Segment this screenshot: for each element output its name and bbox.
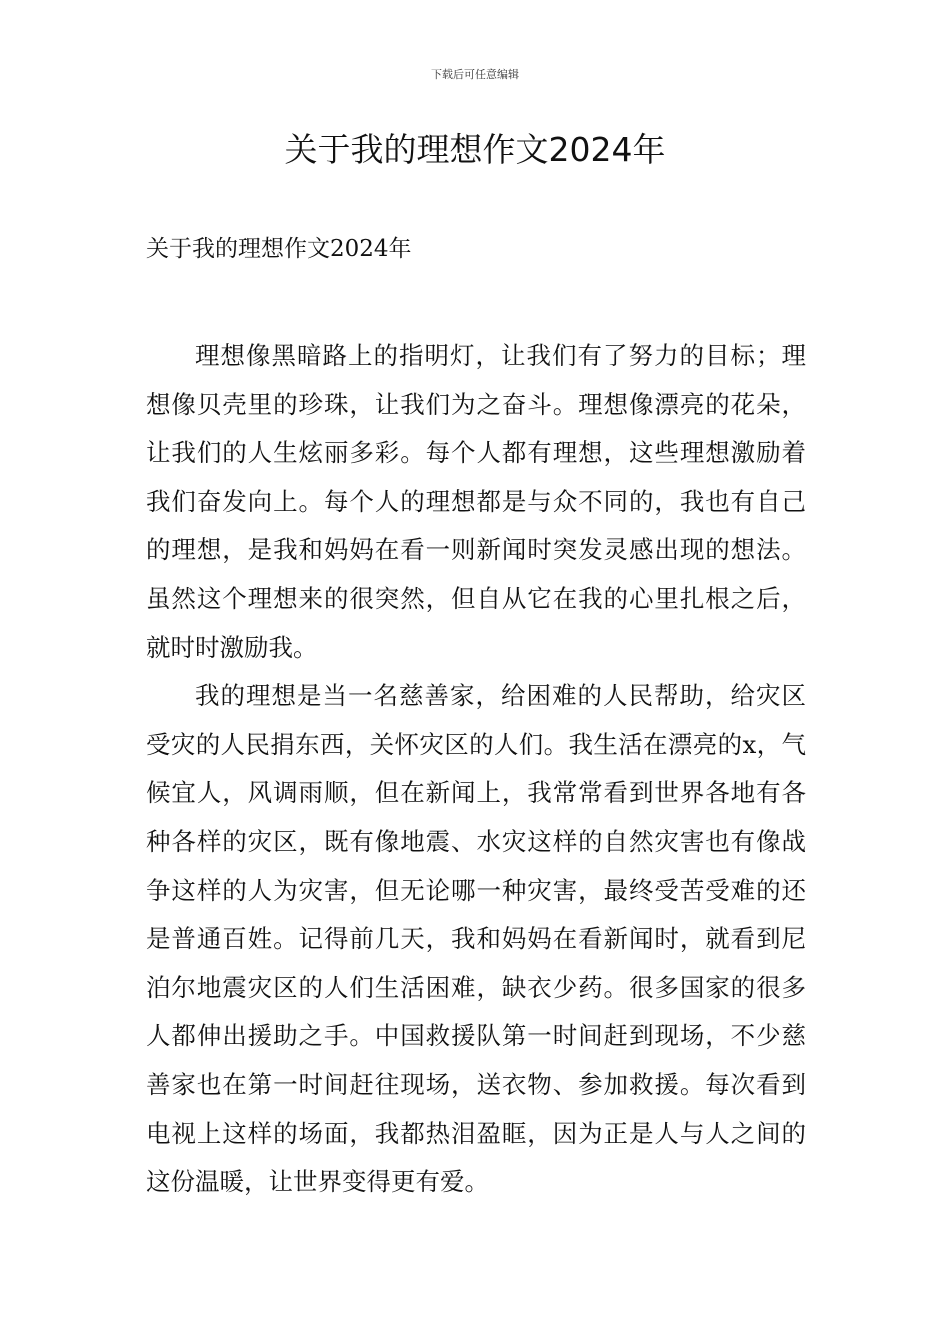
- document-subtitle: 关于我的理想作文2024年: [146, 236, 412, 262]
- document-title: 关于我的理想作文2024年: [284, 130, 666, 169]
- document-body: [146, 332, 806, 1207]
- paragraph: 我的理想是当一名慈善家，给困难的人民帮助，给灾区受灾的人民捐东西，关怀灾区的人们。我生活在漂亮的x，气候宜人，风调雨顺，但在新闻上，我常常看到世界各地有各种各样的灾区，既有像地震、水灾这样的自然灾害也有像战争这样的人为灾害，但无论哪一种灾害，最终受苦受难的还是普通百姓。记得前几天，我和妈妈在看新闻时，就看到尼泊尔地震灾区的人们生活困难，缺衣少药。很多国家的很多人都伸出援助之手。中国救援队第一时间赶到现场，不少慈善家也在第一时间赶往现场，送衣物、参加救援。每次看到电视上这样的场面，我都热泪盈眶，因为正是人与人之间的这份温暖，让世界变得更有爱。: [146, 681, 806, 1197]
- paragraph: 理想像黑暗路上的指明灯，让我们有了努力的目标；理想像贝壳里的珍珠，让我们为之奋斗。理想像漂亮的花朵，让我们的人生炫丽多彩。每个人都有理想，这些理想激励着我们奋发向上。每个人的理想都是与众不同的，我也有自己的理想，是我和妈妈在看一则新闻时突发灵感出现的想法。虽然这个理想来的很突然，但自从它在我的心里扎根之后，就时时激励我。: [146, 341, 806, 662]
- header-note: 下载后可任意编辑: [431, 68, 519, 81]
